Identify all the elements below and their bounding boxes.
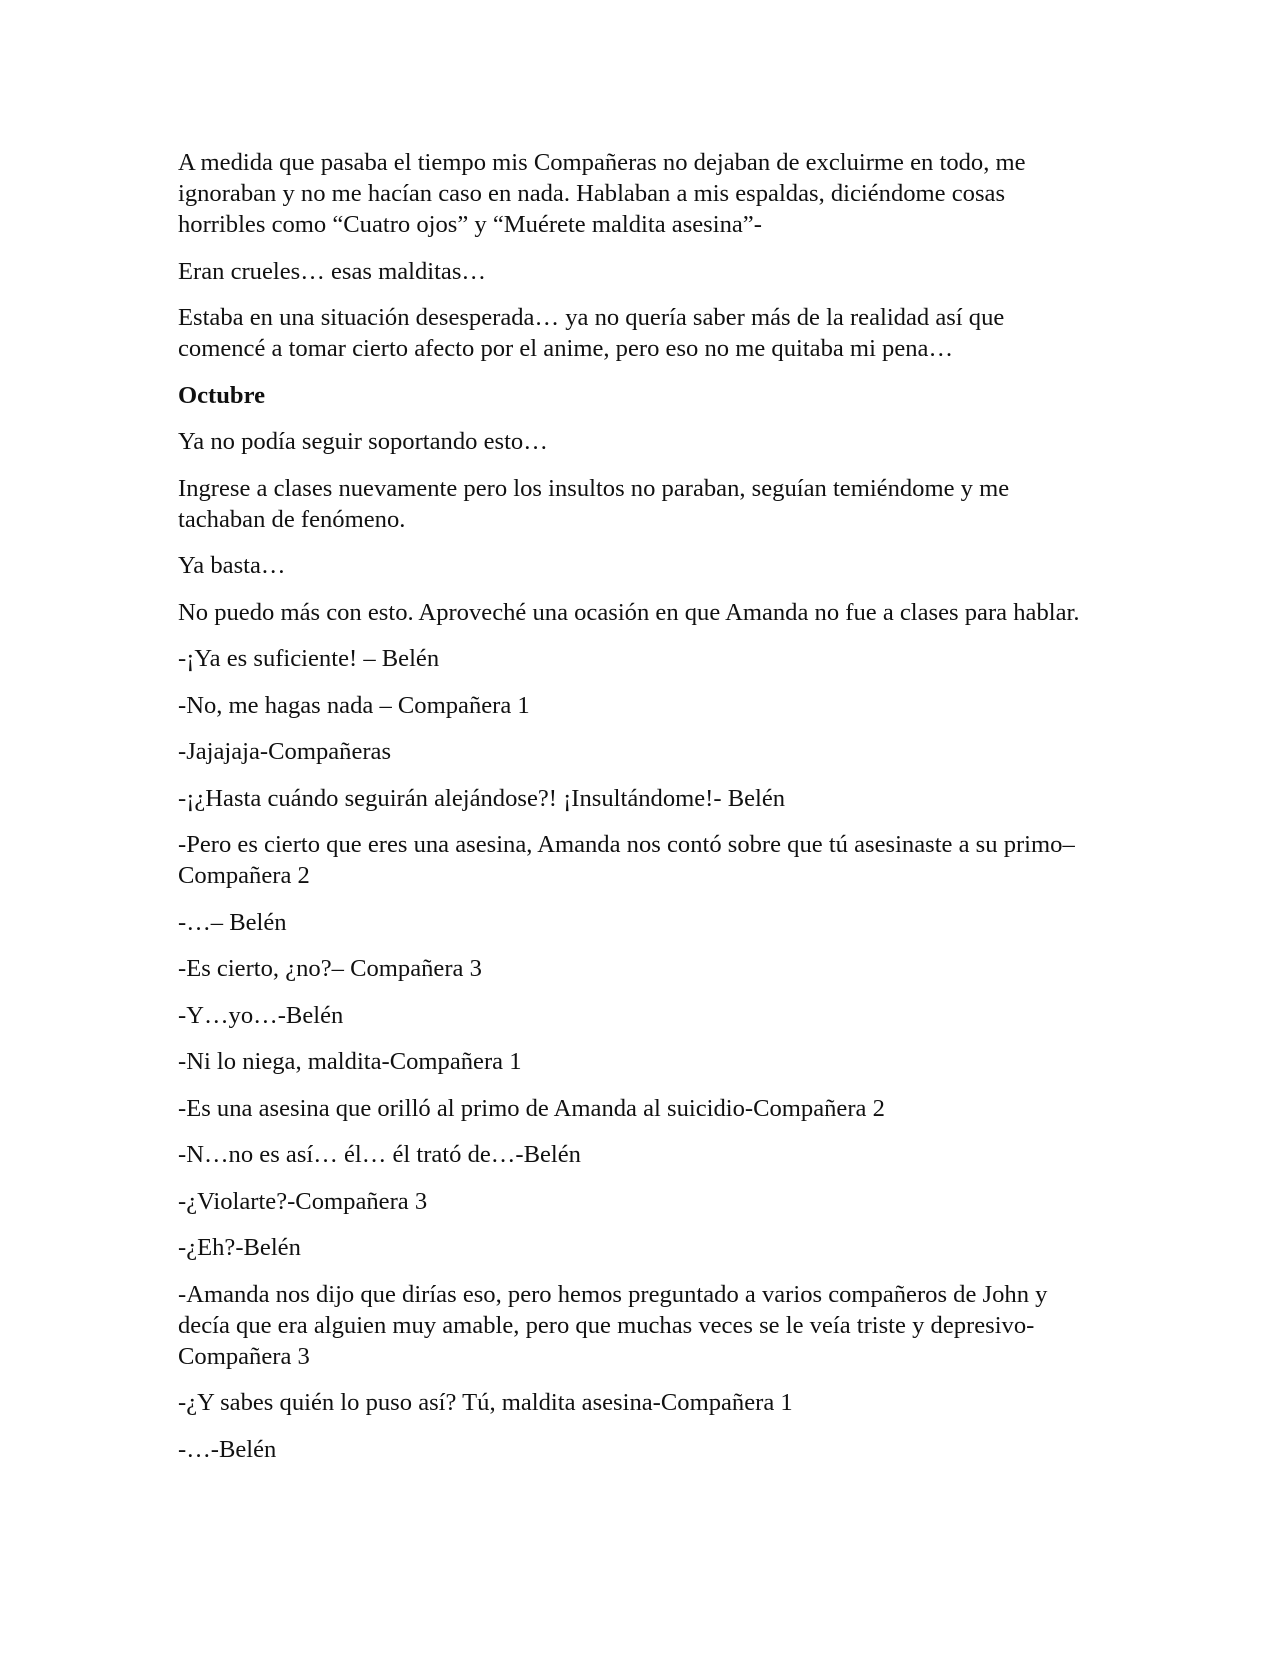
- paragraph-narration-1: [178, 147, 1108, 240]
- text-line: -Y…yo…-Belén: [178, 1001, 344, 1029]
- dialogue-line: [178, 1279, 1108, 1372]
- paragraph-narration-7: [178, 597, 1108, 628]
- text-line: -Jajajaja-Compañeras: [178, 738, 392, 765]
- text-line: A medida que pasaba el tiempo mis Compañeras no dejaban de excluirme en todo, me: [178, 149, 1026, 176]
- text-line: Ya basta…: [178, 552, 286, 579]
- heading-text: Octubre: [178, 381, 265, 409]
- dialogue-line: [178, 1000, 1108, 1031]
- dialogue-line: [178, 1093, 1108, 1124]
- text-line: Estaba en una situación desesperada… ya no quería saber más de la realidad así que: [178, 304, 1005, 331]
- dialogue-line: [178, 690, 1108, 721]
- paragraph-narration-2: [178, 256, 1108, 287]
- dialogue-line: [178, 1046, 1108, 1077]
- text-line: Eran crueles… esas malditas…: [178, 257, 486, 285]
- text-line: decía que era alguien muy amable, pero que muchas veces se le veía triste y depresivo-: [178, 1311, 1035, 1339]
- text-line: -Pero es cierto que eres una asesina, Amanda nos contó sobre que tú asesinaste a su primo–: [178, 831, 1075, 858]
- text-line: -Amanda nos dijo que dirías eso, pero hemos preguntado a varios compañeros de John y: [178, 1280, 1048, 1308]
- text-line: -Es una asesina que orilló al primo de Amanda al suicidio-Compañera 2: [178, 1094, 885, 1122]
- text-line: -N…no es así… él… él trató de…-Belén: [178, 1141, 581, 1168]
- text-line: Compañera 2: [178, 862, 310, 889]
- dialogue-line: [178, 1387, 1108, 1418]
- dialogue-line: [178, 953, 1108, 984]
- text-line: tachaban de fenómeno.: [178, 505, 406, 533]
- text-line: comencé a tomar cierto afecto por el anime, pero eso no me quitaba mi pena…: [178, 335, 954, 362]
- text-line: -Es cierto, ¿no?– Compañera 3: [178, 955, 482, 982]
- text-line: -¿Eh?-Belén: [178, 1234, 301, 1261]
- dialogue-line: [178, 643, 1108, 674]
- text-line: -¡¿Hasta cuándo seguirán alejándose?! ¡Insultándome!- Belén: [178, 784, 786, 812]
- paragraph-narration-4: [178, 426, 1108, 457]
- text-line: horribles como “Cuatro ojos” y “Muérete maldita asesina”-: [178, 211, 762, 238]
- text-line: -¡Ya es suficiente! – Belén: [178, 645, 440, 672]
- dialogue-line: [178, 736, 1108, 767]
- paragraph-narration-6: [178, 550, 1108, 581]
- text-line: Ya no podía seguir soportando esto…: [178, 428, 548, 455]
- section-heading-month: [178, 380, 1108, 411]
- text-line: Ingrese a clases nuevamente pero los insultos no paraban, seguían temiéndome y me: [178, 474, 1010, 502]
- dialogue-line: [178, 1139, 1108, 1170]
- text-line: -…– Belén: [178, 908, 287, 936]
- text-line: -¿Violarte?-Compañera 3: [178, 1187, 428, 1215]
- document-page: [178, 147, 1108, 1480]
- dialogue-line: [178, 1232, 1108, 1263]
- text-line: -¿Y sabes quién lo puso así? Tú, maldita asesina-Compañera 1: [178, 1389, 793, 1416]
- dialogue-line: [178, 829, 1108, 891]
- dialogue-line: [178, 783, 1108, 814]
- paragraph-narration-5: [178, 473, 1108, 535]
- dialogue-line: [178, 1434, 1108, 1465]
- text-line: -No, me hagas nada – Compañera 1: [178, 691, 530, 719]
- dialogue-line: [178, 907, 1108, 938]
- text-line: -…-Belén: [178, 1435, 277, 1463]
- text-line: No puedo más con esto. Aproveché una ocasión en que Amanda no fue a clases para hablar.: [178, 598, 1080, 626]
- paragraph-narration-3: [178, 302, 1108, 364]
- text-line: -Ni lo niega, maldita-Compañera 1: [178, 1048, 522, 1075]
- text-line: Compañera 3: [178, 1342, 310, 1370]
- text-line: ignoraban y no me hacían caso en nada. Hablaban a mis espaldas, diciéndome cosas: [178, 180, 1006, 207]
- dialogue-line: [178, 1186, 1108, 1217]
